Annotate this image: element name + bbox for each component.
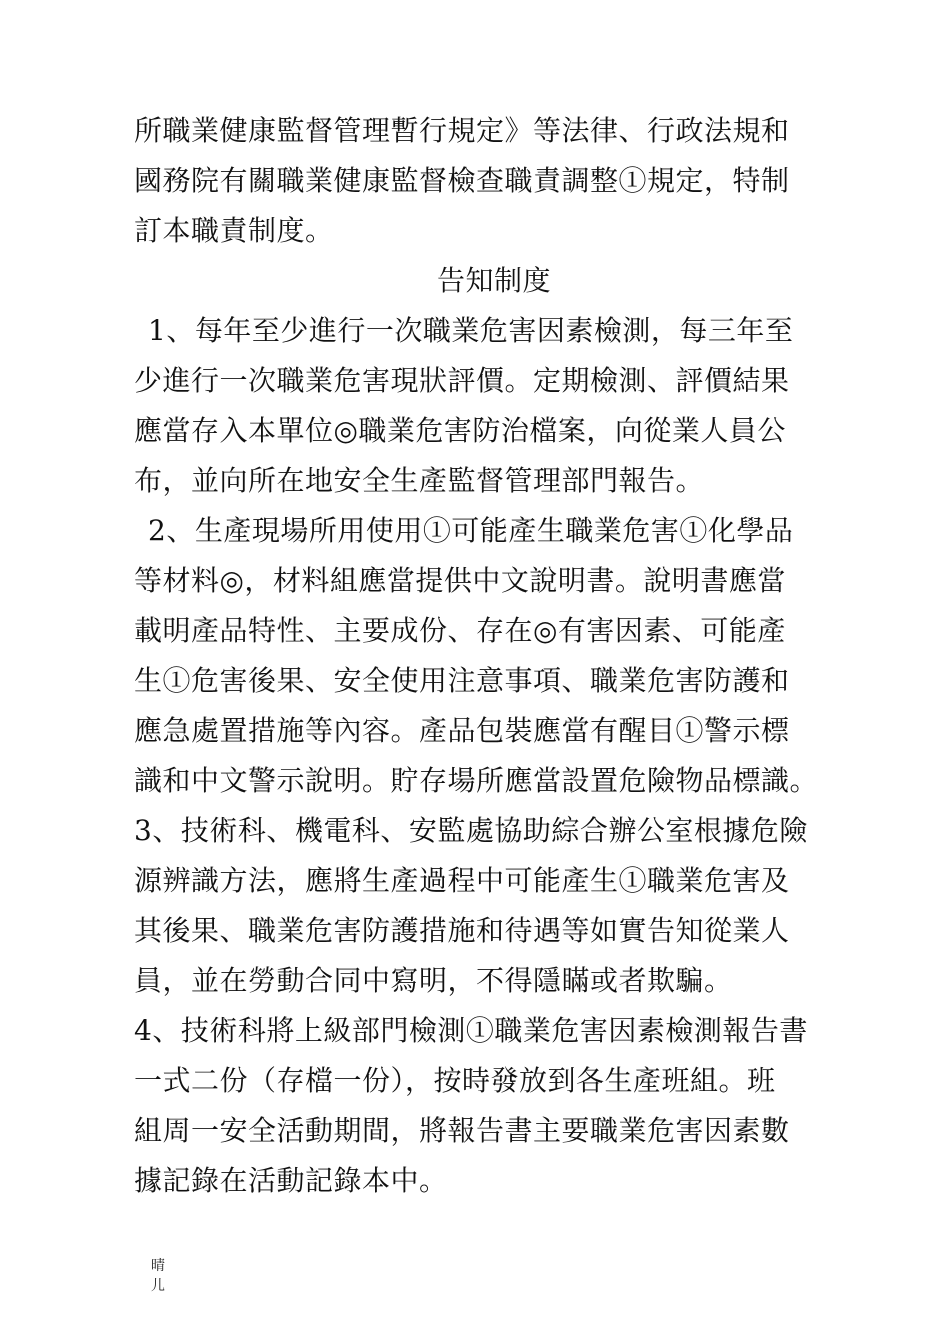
paragraph-line: 1、每年至少進行一次職業危害因素檢測，每三年至	[148, 314, 794, 347]
paragraph-line: 等材料◎，材料組應當提供中文說明書。說明書應當	[134, 564, 786, 597]
paragraph-line: 訂本職責制度。	[134, 214, 334, 247]
footer-mark	[148, 1256, 168, 1296]
footer-mark-char: 儿	[151, 1278, 165, 1294]
footer-mark-char: 晴	[151, 1258, 165, 1274]
paragraph-line: 載明產品特性、主要成份、存在◎有害因素、可能產	[134, 614, 786, 647]
paragraph-line: 3、技術科、機電科、安監處協助綜合辦公室根據危險	[134, 814, 808, 847]
paragraph-line: 應當存入本單位◎職業危害防治檔案，向從業人員公	[134, 414, 786, 447]
document-body	[134, 106, 824, 1206]
paragraph-line: 其後果、職業危害防護措施和待遇等如實告知從業人	[134, 914, 790, 947]
paragraph-line: 一式二份（存檔一份），按時發放到各生產班組。班	[134, 1064, 776, 1097]
paragraph-line: 布，並向所在地安全生產監督管理部門報告。	[134, 464, 705, 497]
paragraph-line: 據記錄在活動記錄本中。	[134, 1164, 448, 1197]
paragraph-line: 源辨識方法，應將生產過程中可能產生①職業危害及	[134, 864, 790, 897]
paragraph-line: 應急處置措施等內容。產品包裝應當有醒目①警示標	[134, 714, 790, 747]
paragraph-line: 少進行一次職業危害現狀評價。定期檢測、評價結果	[134, 364, 790, 397]
paragraph-line: 生①危害後果、安全使用注意事項、職業危害防護和	[134, 664, 790, 697]
paragraph-line: 組周一安全活動期間，將報告書主要職業危害因素數	[134, 1114, 790, 1147]
paragraph-line: 4、技術科將上級部門檢測①職業危害因素檢測報告書	[134, 1014, 808, 1047]
paragraph-line: 所職業健康監督管理暫行規定》等法律、行政法規和	[134, 114, 790, 147]
paragraph-line: 國務院有關職業健康監督檢查職責調整①規定，特制	[134, 164, 790, 197]
paragraph-line: 2、生產現場所用使用①可能產生職業危害①化學品	[148, 514, 794, 547]
paragraph-line: 識和中文警示說明。貯存場所應當設置危險物品標識。	[134, 764, 819, 797]
paragraph-line: 員，並在勞動合同中寫明，不得隱瞞或者欺騙。	[134, 964, 733, 997]
section-heading: 告知制度	[436, 264, 551, 297]
